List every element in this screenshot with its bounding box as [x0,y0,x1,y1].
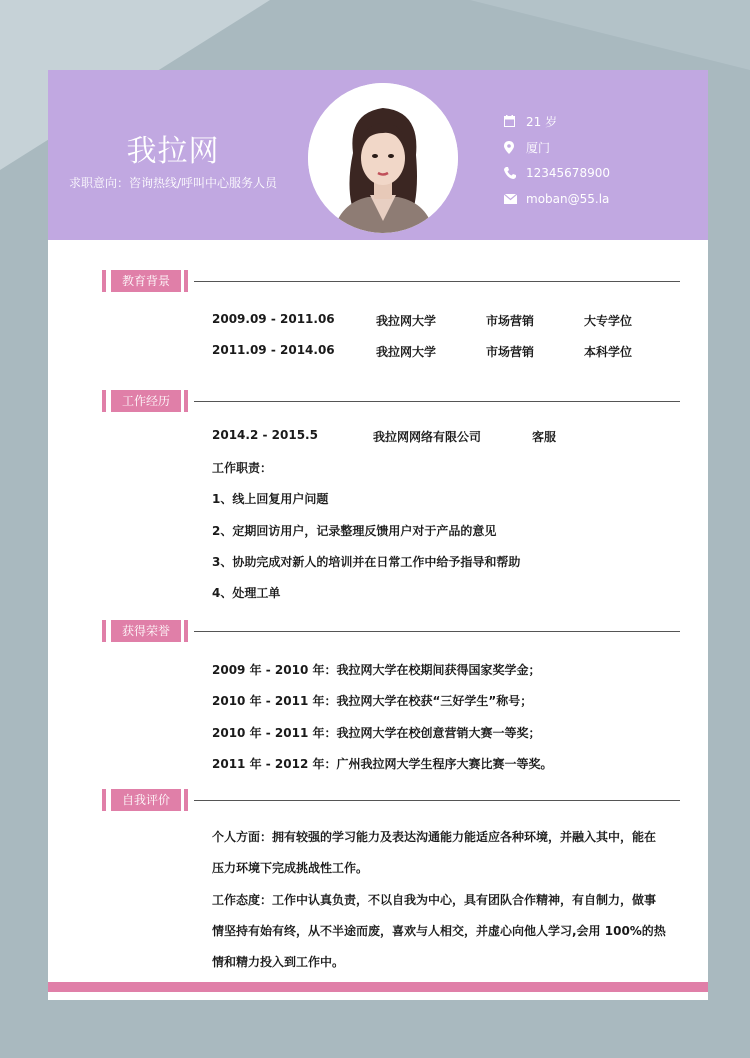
work-duty-item: 3、协助完成对新人的培训并在日常工作中给予指导和帮助 [212,555,521,569]
contact-phone [504,160,610,186]
phone-icon [504,166,526,180]
section-divider [194,401,680,402]
profile-photo [308,83,458,233]
section-divider [194,281,680,282]
contact-info [504,108,610,212]
portrait-image [308,83,458,233]
mail-icon [504,192,526,206]
section-tag-honors [102,620,188,642]
contact-age-text: 21 岁 [526,114,558,129]
resume-page [48,70,708,1000]
contact-email-text: moban@55.la [526,192,610,206]
calendar-icon [504,114,526,128]
work-duty-item: 4、处理工单 [212,586,281,600]
education-degree: 本科学位 [584,345,633,359]
contact-email [504,186,610,212]
education-period: 2011.09 - 2014.06 [212,343,335,357]
contact-age [504,108,610,134]
work-duty-item: 2、定期回访用户，记录整理反馈用户对于产品的意见 [212,524,497,538]
honor-item: 2010 年 - 2011 年：我拉网大学在校获“三好学生”称号； [212,694,533,708]
section-tag-education [102,270,188,292]
contact-location [504,134,610,160]
section-title-self-eval: 自我评价 [111,789,181,811]
resume-header [48,70,708,240]
section-title-honors: 获得荣誉 [111,620,181,642]
footer-bar [48,982,708,992]
education-school: 我拉网大学 [376,314,437,328]
self-eval-paragraph: 个人方面：拥有较强的学习能力及表达沟通能力能适应各种环境，并融入其中，能在压力环境下完成挑战性工作。 [212,830,657,875]
honor-item: 2011 年 - 2012 年：广州我拉网大学生程序大赛比赛一等奖。 [212,757,553,771]
section-divider [194,800,680,801]
section-title-education: 教育背景 [111,270,181,292]
contact-phone-text: 12345678900 [526,166,610,180]
work-duty-item: 1、线上回复用户问题 [212,492,329,506]
work-position: 客服 [532,430,557,444]
education-degree: 大专学位 [584,314,633,328]
education-school: 我拉网大学 [376,345,437,359]
contact-location-text: 厦门 [526,140,551,155]
honor-item: 2010 年 - 2011 年：我拉网大学在校创意营销大赛一等奖； [212,726,541,740]
section-tag-self-eval [102,789,188,811]
work-company: 我拉网网络有限公司 [373,430,482,444]
education-major: 市场营销 [486,345,535,359]
job-intent: 求职意向：咨询热线/呼叫中心服务人员 [68,176,278,190]
location-icon [504,140,526,154]
work-duties-title: 工作职责： [212,461,273,475]
section-divider [194,631,680,632]
honor-item: 2009 年 - 2010 年：我拉网大学在校期间获得国家奖学金； [212,663,541,677]
candidate-name: 我拉网 [126,134,220,169]
section-tag-work [102,390,188,412]
education-period: 2009.09 - 2011.06 [212,312,335,326]
section-title-work: 工作经历 [111,390,181,412]
education-major: 市场营销 [486,314,535,328]
self-eval-paragraph: 工作态度：工作中认真负责，不以自我为中心，具有团队合作精神，有自制力，做事情坚持有始有终，从不半途而废，喜欢与人相交，并虚心向他人学习,会用 100%的热情和精力投入到工作中。 [212,893,666,969]
work-period: 2014.2 - 2015.5 [212,428,318,442]
